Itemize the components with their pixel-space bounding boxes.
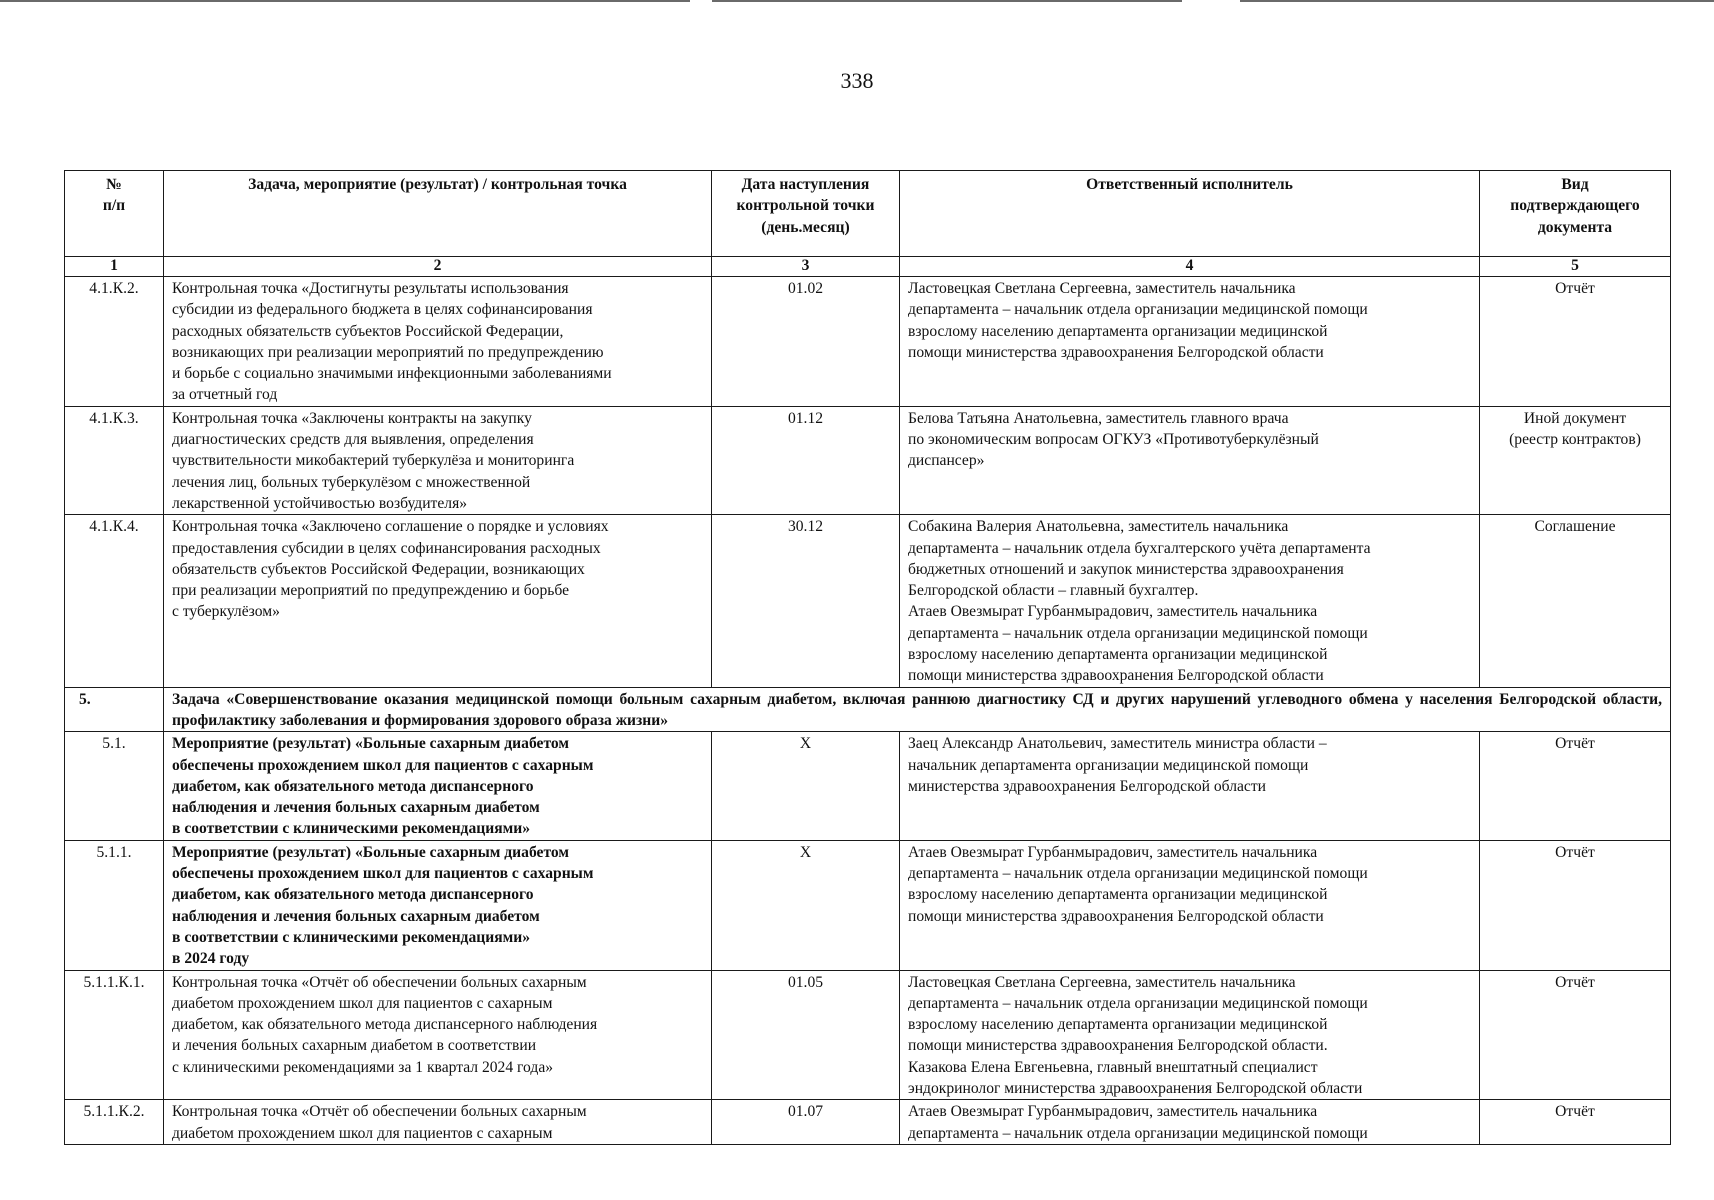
row-executor: Заец Александр Анатольевич, заместитель министра области – начальник департамента организации медицинской помощи министерства здравоохранения Белгородской области <box>900 732 1480 840</box>
table-row <box>65 1100 1671 1145</box>
row-number: 4.1.К.2. <box>65 277 164 407</box>
scan-edge-line <box>1240 0 1714 2</box>
row-task: Контрольная точка «Заключены контракты на закупку диагностических средств для выявления, определения чувствительности микобактерий туберкулёза и мониторинга лечения лиц, больных туберкулёзом с множественной лекарственной устойчивостью возбудителя» <box>164 406 712 514</box>
row-number: 4.1.К.4. <box>65 515 164 687</box>
row-document: Иной документ (реестр контрактов) <box>1480 406 1671 514</box>
table-row <box>65 277 1671 407</box>
column-number: 3 <box>712 257 900 277</box>
row-document: Отчёт <box>1480 732 1671 840</box>
row-executor: Ластовецкая Светлана Сергеевна, заместитель начальника департамента – начальник отдела организации медицинской помощи взрослому населению департамента организации медицинской помощи министерства здравоохранения Белгородской области. Казакова Елена Евгеньевна, главный внештатный специалист эндокринолог министерства здравоохранения Белгородской области <box>900 970 1480 1100</box>
header-date: Дата наступления контрольной точки (день.месяц) <box>712 171 900 257</box>
scan-edge-line <box>0 0 690 2</box>
scan-edge-line <box>712 0 1182 2</box>
row-task: Мероприятие (результат) «Больные сахарным диабетом обеспечены прохождением школ для пациентов с сахарным диабетом, как обязательного метода диспансерного наблюдения и лечения больных сахарным диабетом в соответствии с клиническими рекомендациями» <box>164 732 712 840</box>
row-task: Контрольная точка «Отчёт об обеспечении больных сахарным диабетом прохождением школ для пациентов с сахарным <box>164 1100 712 1145</box>
table-row <box>65 970 1671 1100</box>
row-document: Отчёт <box>1480 970 1671 1100</box>
row-number: 5.1.1.К.1. <box>65 970 164 1100</box>
row-document: Соглашение <box>1480 515 1671 687</box>
table-row <box>65 515 1671 687</box>
row-date: 01.02 <box>712 277 900 407</box>
row-executor: Атаев Овезмырат Гурбанмырадович, заместитель начальника департамента – начальник отдела организации медицинской помощи взрослому населению департамента организации медицинской помощи министерства здравоохранения Белгородской области <box>900 840 1480 970</box>
column-number: 5 <box>1480 257 1671 277</box>
header-number: № п/п <box>65 171 164 257</box>
row-task: Контрольная точка «Заключено соглашение о порядке и условиях предоставления субсидии в целях софинансирования расходных обязательств субъектов Российской Федерации, возникающих при реализации мероприятий по предупреждению и борьбе с туберкулёзом» <box>164 515 712 687</box>
section-title: Задача «Совершенствование оказания медицинской помощи больным сахарным диабетом, включая раннюю диагностику СД и других нарушений углеводного обмена у населения Белгородской области, профилактику заболевания и формирования здорового образа жизни» <box>164 687 1671 732</box>
section-number: 5. <box>65 687 164 732</box>
row-date: 01.07 <box>712 1100 900 1145</box>
row-date: 01.05 <box>712 970 900 1100</box>
header-task: Задача, мероприятие (результат) / контрольная точка <box>164 171 712 257</box>
page-number: 338 <box>840 68 874 93</box>
row-executor: Атаев Овезмырат Гурбанмырадович, заместитель начальника департамента – начальник отдела организации медицинской помощи <box>900 1100 1480 1145</box>
table-row <box>65 406 1671 514</box>
row-number: 5.1.1.К.2. <box>65 1100 164 1145</box>
row-number: 5.1.1. <box>65 840 164 970</box>
row-date: 30.12 <box>712 515 900 687</box>
column-number: 4 <box>900 257 1480 277</box>
row-executor: Ластовецкая Светлана Сергеевна, заместитель начальника департамента – начальник отдела организации медицинской помощи взрослому населению департамента организации медицинской помощи министерства здравоохранения Белгородской области <box>900 277 1480 407</box>
row-task: Контрольная точка «Отчёт об обеспечении больных сахарным диабетом прохождением школ для пациентов с сахарным диабетом, как обязательного метода диспансерного наблюдения и лечения больных сахарным диабетом в соответствии с клиническими рекомендациями за 1 квартал 2024 года» <box>164 970 712 1100</box>
column-number-row <box>65 257 1671 277</box>
table-row <box>65 732 1671 840</box>
row-date: Х <box>712 840 900 970</box>
control-points-table <box>64 170 1671 1145</box>
row-document: Отчёт <box>1480 277 1671 407</box>
section-row <box>65 687 1671 732</box>
column-number: 2 <box>164 257 712 277</box>
header-document: Вид подтверждающего документа <box>1480 171 1671 257</box>
column-number: 1 <box>65 257 164 277</box>
row-task: Контрольная точка «Достигнуты результаты использования субсидии из федерального бюджета в целях софинансирования расходных обязательств субъектов Российской Федерации, возникающих при реализации мероприятий по предупреждению и борьбе с социально значимыми инфекционными заболеваниями за отчетный год <box>164 277 712 407</box>
row-executor: Белова Татьяна Анатольевна, заместитель главного врача по экономическим вопросам ОГКУЗ «Противотуберкулёзный диспансер» <box>900 406 1480 514</box>
row-number: 5.1. <box>65 732 164 840</box>
header-executor: Ответственный исполнитель <box>900 171 1480 257</box>
row-number: 4.1.К.3. <box>65 406 164 514</box>
row-document: Отчёт <box>1480 1100 1671 1145</box>
row-task: Мероприятие (результат) «Больные сахарным диабетом обеспечены прохождением школ для пациентов с сахарным диабетом, как обязательного метода диспансерного наблюдения и лечения больных сахарным диабетом в соответствии с клиническими рекомендациями» в 2024 году <box>164 840 712 970</box>
table-header-row <box>65 171 1671 257</box>
table-row <box>65 840 1671 970</box>
row-document: Отчёт <box>1480 840 1671 970</box>
row-executor: Собакина Валерия Анатольевна, заместитель начальника департамента – начальник отдела бухгалтерского учёта департамента бюджетных отношений и закупок министерства здравоохранения Белгородской области – главный бухгалтер. Атаев Овезмырат Гурбанмырадович, заместитель начальника департамента – начальник отдела организации медицинской помощи взрослому населению департамента организации медицинской помощи министерства здравоохранения Белгородской области <box>900 515 1480 687</box>
row-date: 01.12 <box>712 406 900 514</box>
row-date: Х <box>712 732 900 840</box>
